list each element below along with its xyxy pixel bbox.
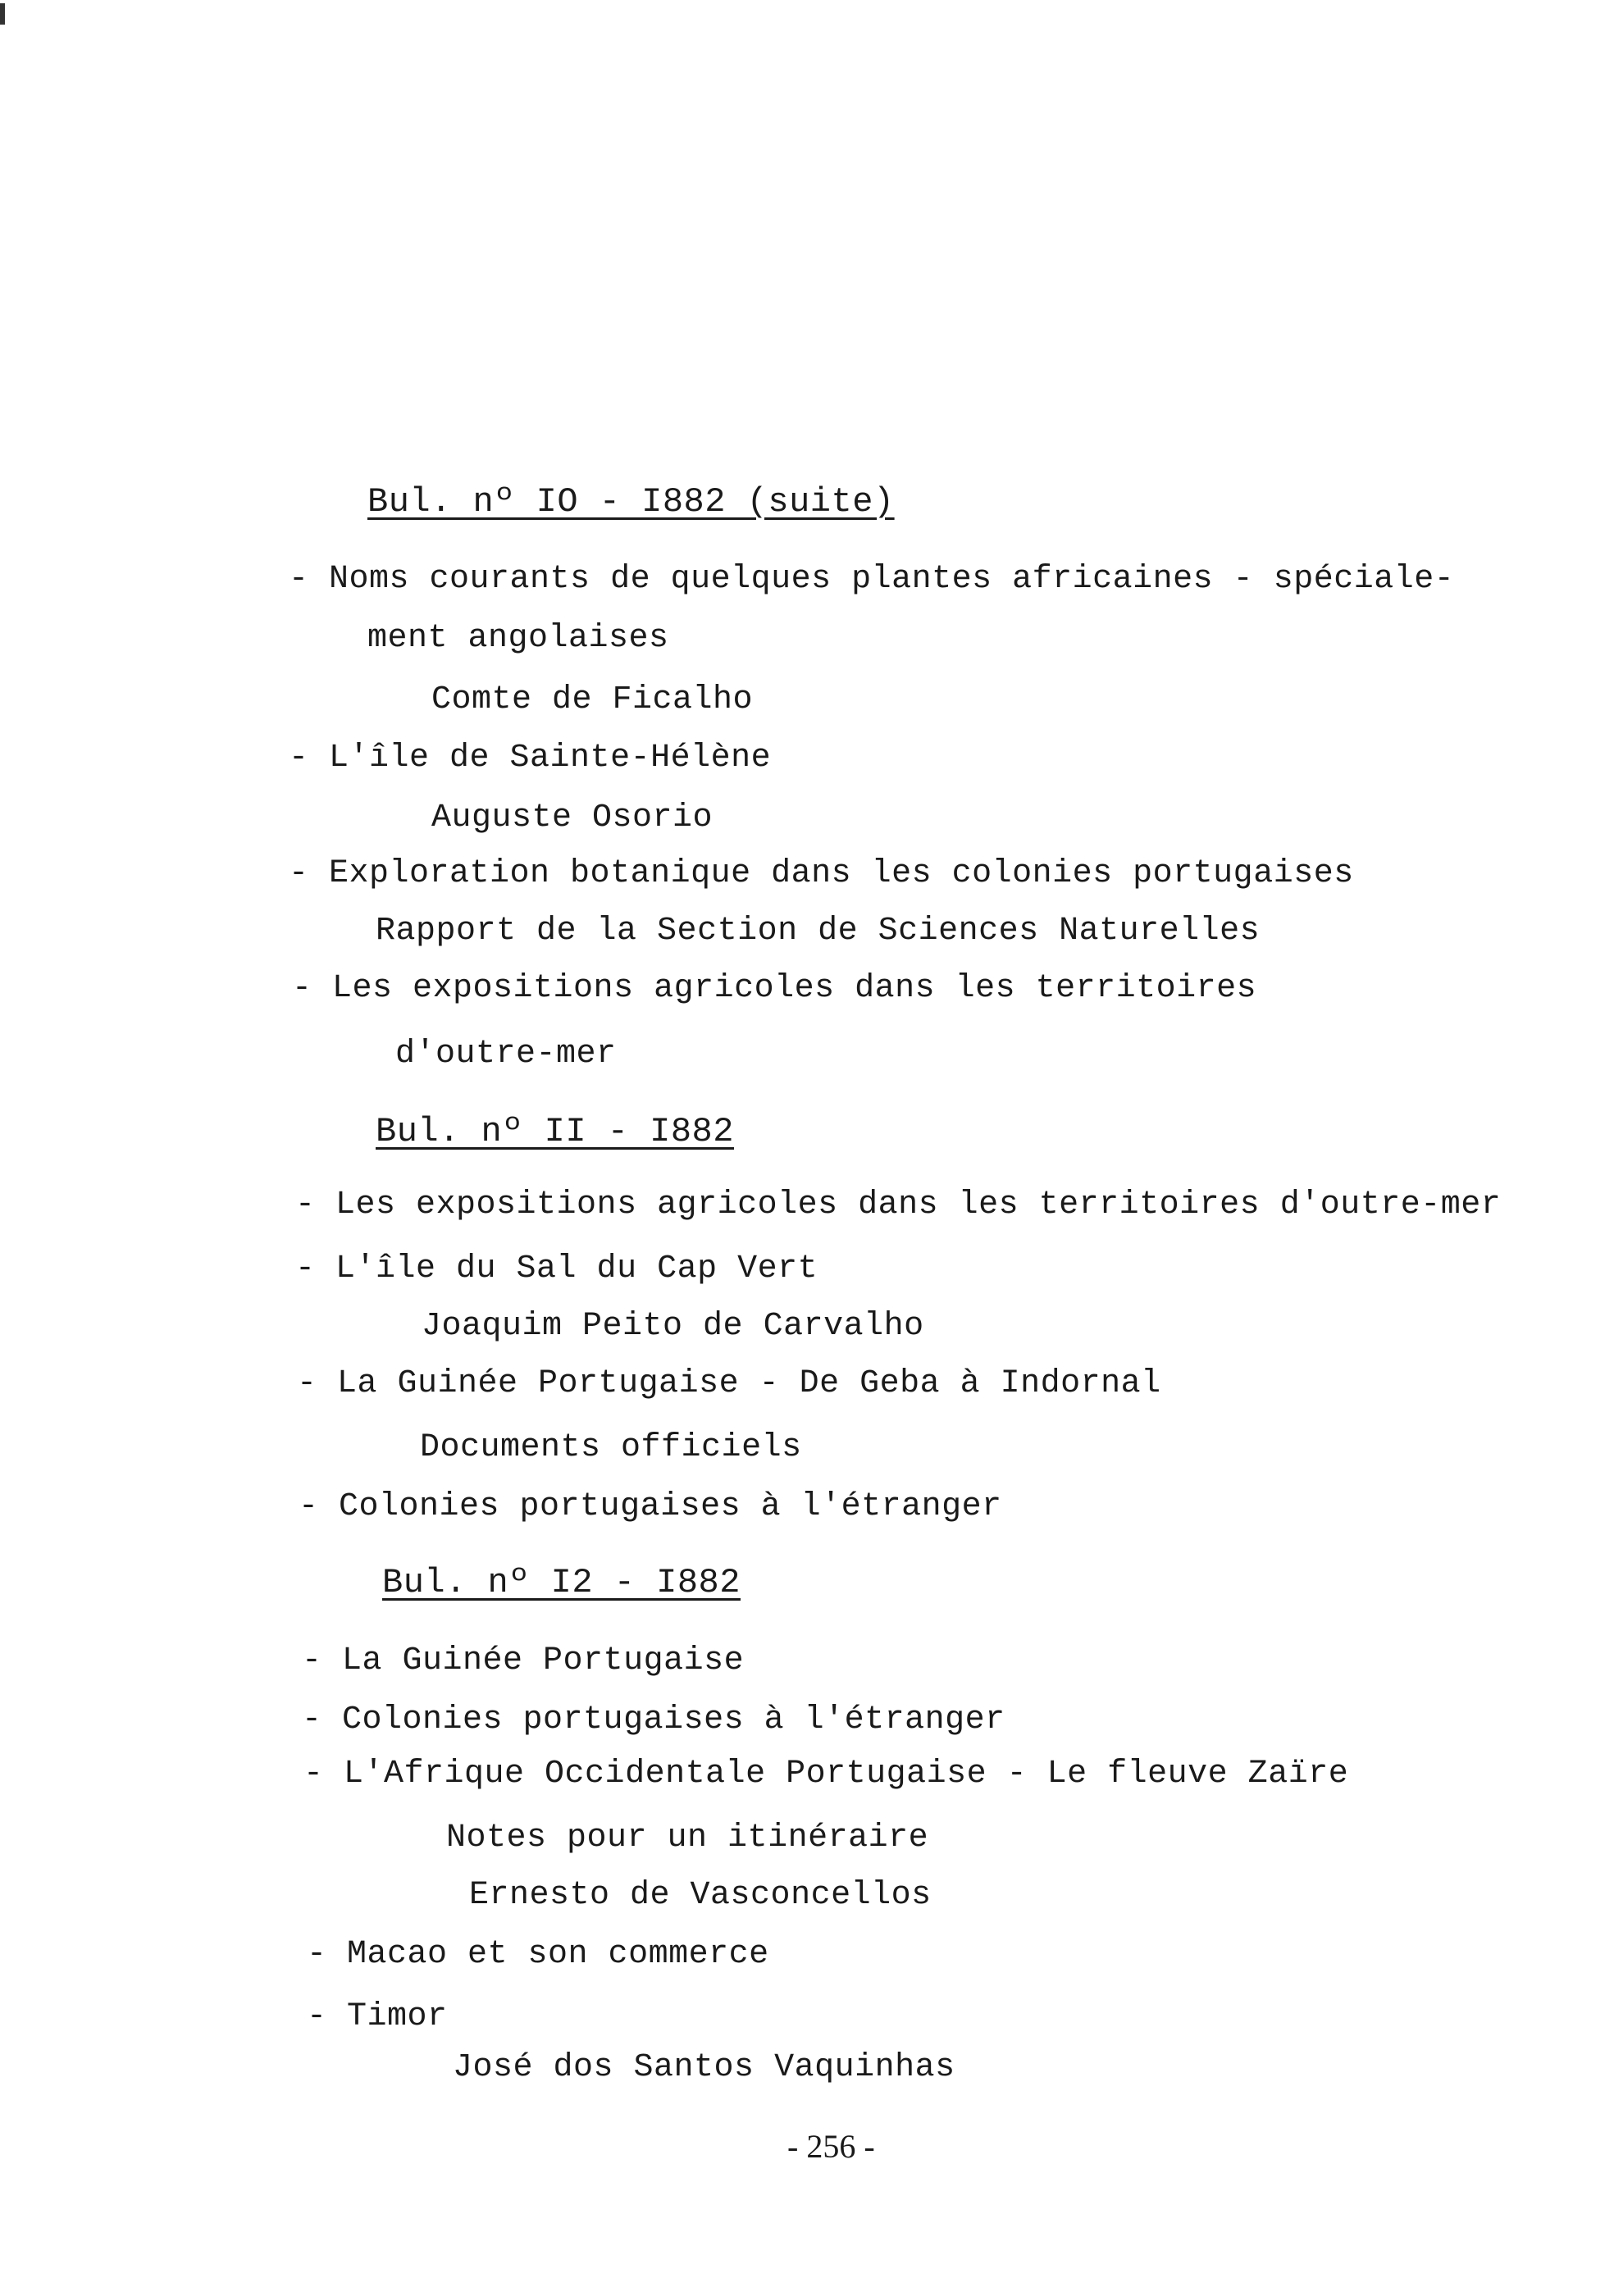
entry-author: José dos Santos Vaquinhas (453, 2049, 955, 2086)
entry-author: Comte de Ficalho (431, 681, 754, 718)
entry-author: Ernesto de Vasconcellos (469, 1877, 932, 1914)
entry-title: - Colonies portugaises à l'étranger (302, 1702, 1005, 1738)
entry-title: - La Guinée Portugaise - De Geba à Indornal (297, 1365, 1161, 1402)
page-number: - 256 - (787, 2128, 875, 2165)
entry-author: Rapport de la Section de Sciences Naturelles (376, 913, 1261, 950)
entry-title: - Exploration botanique dans les colonies portugaises (289, 855, 1354, 892)
entry-title: - Colonies portugaises à l'étranger (299, 1488, 1002, 1525)
entry-author: Documents officiels (420, 1429, 802, 1466)
scan-corner-mark (0, 3, 5, 25)
entry-title-continued: d'outre-mer (395, 1036, 617, 1073)
entry-title: - Noms courants de quelques plantes africaines - spéciale- (289, 561, 1455, 598)
entry-title: - Timor (307, 1998, 448, 2035)
entry-title: - Les expositions agricoles dans les territoires (292, 970, 1257, 1007)
entry-title: - Macao et son commerce (307, 1936, 769, 1973)
entry-author: Joaquim Peito de Carvalho (422, 1308, 924, 1345)
entry-title: - Les expositions agricoles dans les territoires d'outre-mer (295, 1187, 1502, 1223)
entry-title: - L'île de Sainte-Hélène (289, 740, 772, 777)
entry-title: - L'île du Sal du Cap Vert (295, 1250, 818, 1287)
section-heading: Bul. nº IO - I882 (suite) (367, 482, 895, 522)
entry-title-continued: ment angolaises (367, 620, 669, 657)
section-heading: Bul. nº II - I882 (376, 1112, 734, 1151)
section-heading: Bul. nº I2 - I882 (382, 1563, 741, 1602)
entry-title: - La Guinée Portugaise (302, 1642, 745, 1679)
entry-subtitle: Notes pour un itinéraire (446, 1820, 929, 1856)
entry-author: Auguste Osorio (431, 800, 714, 836)
entry-title: - L'Afrique Occidentale Portugaise - Le fleuve Zaïre (303, 1756, 1349, 1793)
